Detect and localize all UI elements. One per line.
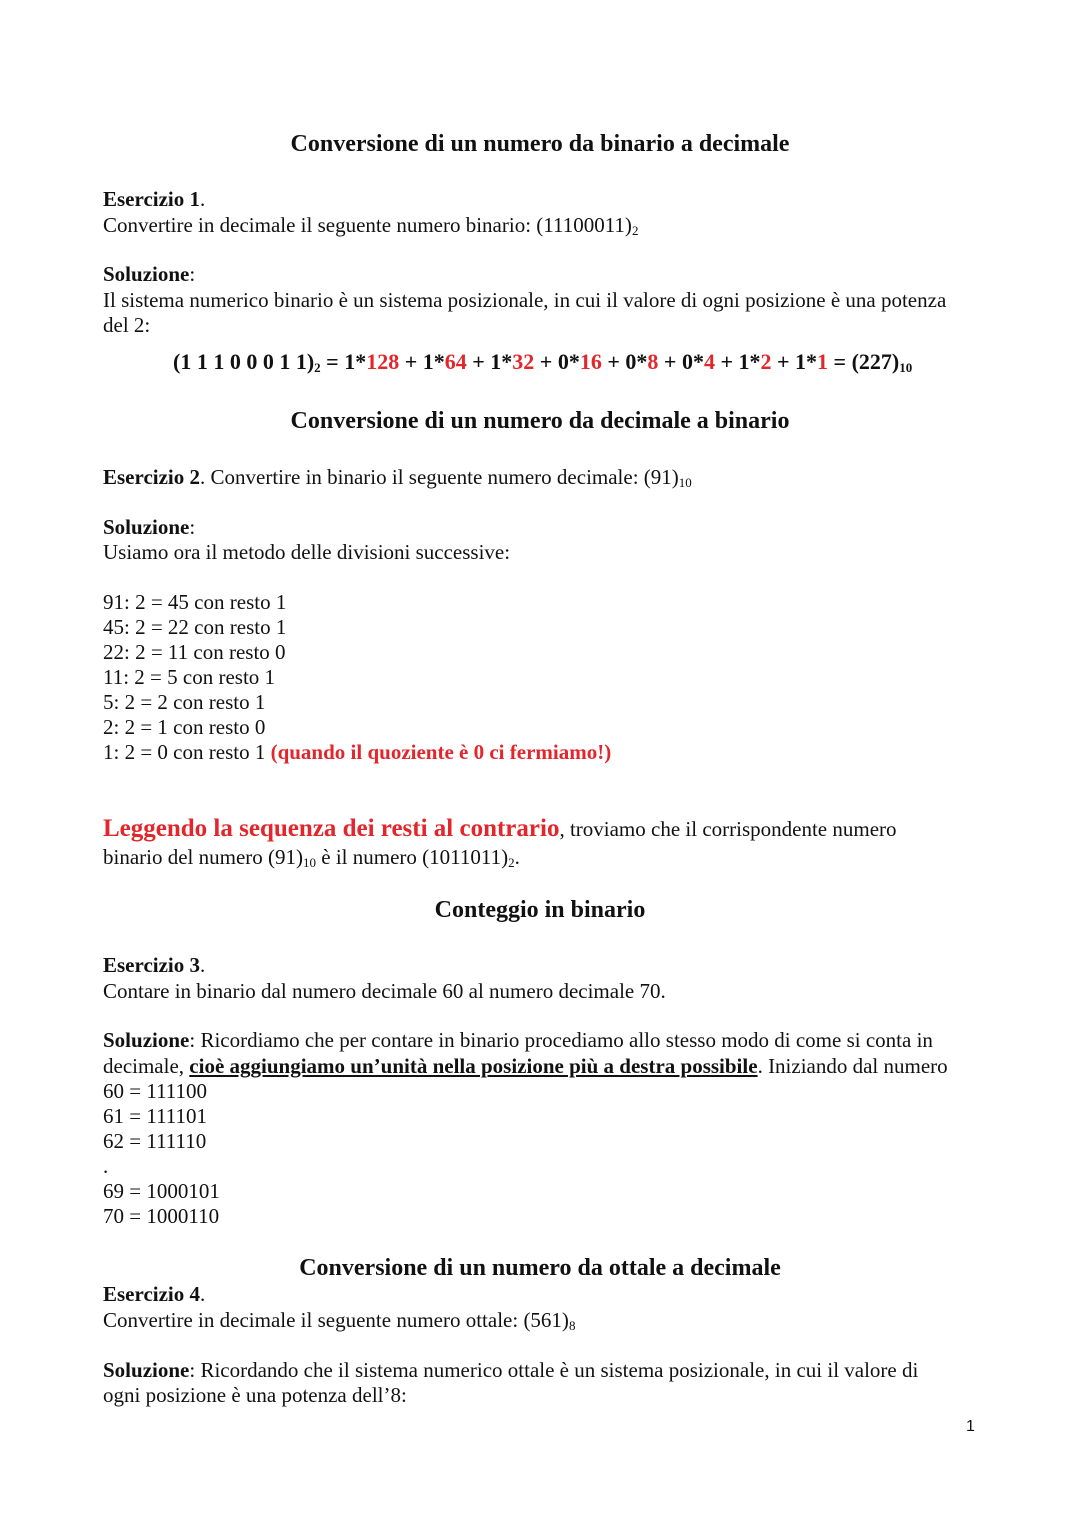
exercise-text — [103, 212, 638, 238]
formula-term — [423, 349, 467, 374]
text: decimale, — [103, 1054, 190, 1078]
exercise-text: Contare in binario dal numero decimale 60 al numero decimale 70. — [103, 979, 666, 1003]
base: 2 — [314, 360, 321, 375]
term-power: 128 — [366, 349, 400, 374]
solution-label: Soluzione — [103, 262, 190, 286]
conclusion-line — [103, 816, 897, 842]
base: 10 — [678, 475, 692, 490]
text: . Convertire in binario il seguente numero decimale: (91) — [200, 465, 679, 489]
exercise-text — [103, 464, 692, 490]
division-line: 5: 2 = 2 con resto 1 — [103, 690, 266, 714]
text: 1: 2 = 0 con resto 1 — [103, 740, 266, 764]
term-power: 1 — [817, 349, 829, 374]
term-power: 16 — [579, 349, 602, 374]
division-line: 91: 2 = 45 con resto 1 — [103, 590, 287, 614]
formula-term — [625, 349, 658, 374]
count-line: 61 = 111101 — [103, 1104, 208, 1128]
term-coefficient: 1* — [344, 349, 367, 374]
solution-text — [103, 1027, 933, 1053]
section-title: Conversione di un numero da binario a decimale — [290, 131, 790, 157]
term-coefficient: 1* — [738, 349, 761, 374]
underlined-text: cioè aggiungiamo un’unità nella posizione più a destra possibile — [189, 1054, 758, 1078]
term-power: 2 — [760, 349, 772, 374]
solution-heading: Soluzione: — [103, 262, 196, 286]
exercise-label: Esercizio 2 — [103, 465, 201, 489]
term-coefficient: 0* — [681, 349, 704, 374]
count-line: 62 = 111110 — [103, 1129, 207, 1153]
exercise-text — [103, 1307, 575, 1333]
exercise-heading: Esercizio 3. — [103, 953, 206, 977]
text: binario del numero (91) — [103, 845, 304, 869]
term-coefficient: 1* — [490, 349, 513, 374]
base: 10 — [303, 855, 317, 870]
exercise-label: Esercizio 1 — [103, 187, 201, 211]
formula-term — [490, 349, 534, 374]
formula-term — [558, 349, 602, 374]
text: . Iniziando dal numero — [757, 1054, 948, 1078]
term-coefficient: 1* — [795, 349, 818, 374]
formula-result: (227) — [851, 349, 900, 374]
formula-lhs: (1 1 1 0 0 0 1 1) — [173, 349, 315, 374]
text: , troviamo che il corrispondente numero — [559, 817, 897, 841]
formula-term — [795, 349, 828, 374]
formula-term — [682, 349, 715, 374]
solution-label: Soluzione — [103, 515, 190, 539]
term-power: 8 — [647, 349, 659, 374]
exercise-heading: Esercizio 1. — [103, 187, 206, 211]
text: : Ricordiamo che per contare in binario procediamo allo stesso modo di come si conta in — [189, 1028, 933, 1052]
term-power: 4 — [703, 349, 715, 374]
text: Convertire in decimale il seguente numero binario: (11100011) — [103, 213, 632, 237]
term-coefficient: 0* — [557, 349, 580, 374]
count-line: . — [103, 1154, 109, 1178]
base: 8 — [568, 1318, 576, 1333]
formula-term — [344, 349, 399, 374]
exercise-label: Esercizio 4 — [103, 1282, 201, 1306]
formula: (1 1 1 0 0 0 1 $1)_2 = 1*128 + 1*64 + 1*32 + 0*16 + 0*8 + 0*4 + 1*2 + 1*1 = (227)_{10}$ — [173, 349, 913, 375]
formula-terms: 1*128 + 1*64 + 1*32 + 0*16 + 0*8 + 0*4 + 1*2 + 1*1 — [344, 349, 829, 374]
exercise-heading: Esercizio 4. — [103, 1282, 206, 1306]
base: 2 — [631, 223, 639, 238]
division-line: 22: 2 = 11 con resto 0 — [103, 640, 286, 664]
solution-text: del 2: — [103, 313, 151, 337]
base: 2 — [508, 855, 515, 870]
page-number: 1 — [966, 1418, 975, 1435]
solution-label: Soluzione — [103, 1028, 190, 1052]
division-line: 11: 2 = 5 con resto 1 — [103, 665, 276, 689]
solution-heading: Soluzione: — [103, 515, 196, 539]
division-line — [103, 739, 611, 765]
formula-term — [738, 349, 771, 374]
count-line: 69 = 1000101 — [103, 1179, 220, 1203]
section-title: Conteggio in binario — [434, 897, 646, 923]
solution-text — [103, 1053, 948, 1079]
count-line: 70 = 1000110 — [103, 1204, 220, 1228]
term-power: 64 — [444, 349, 467, 374]
text: . — [514, 845, 520, 869]
highlight: Leggendo la sequenza dei resti al contrario — [103, 815, 560, 842]
solution-text: ogni posizione è una potenza dell’8: — [103, 1383, 407, 1407]
exercise-label: Esercizio 3 — [103, 953, 201, 977]
solution-text: Il sistema numerico binario è un sistema posizionale, in cui il valore di ogni posizione è una potenza — [103, 288, 947, 312]
solution-text — [103, 1357, 918, 1383]
section-title: Conversione di un numero da decimale a binario — [290, 408, 790, 434]
solution-label: Soluzione — [103, 1358, 190, 1382]
stop-note: (quando il quoziente è 0 ci fermiamo!) — [270, 740, 612, 764]
count-line: 60 = 111100 — [103, 1079, 208, 1103]
division-line: 45: 2 = 22 con resto 1 — [103, 615, 287, 639]
term-coefficient: 1* — [422, 349, 445, 374]
text: : Ricordando che il sistema numerico ottale è un sistema posizionale, in cui il valore di — [189, 1358, 919, 1382]
term-coefficient: 0* — [625, 349, 648, 374]
text: Convertire in decimale il seguente numero ottale: (561) — [103, 1308, 569, 1332]
section-title: Conversione di un numero da ottale a decimale — [299, 1255, 781, 1281]
text: è il numero (1011011) — [316, 845, 509, 869]
conclusion-line — [103, 844, 520, 870]
term-power: 32 — [512, 349, 535, 374]
division-line: 2: 2 = 1 con resto 0 — [103, 715, 266, 739]
solution-text: Usiamo ora il metodo delle divisioni successive: — [103, 540, 511, 564]
base: 10 — [899, 360, 913, 375]
